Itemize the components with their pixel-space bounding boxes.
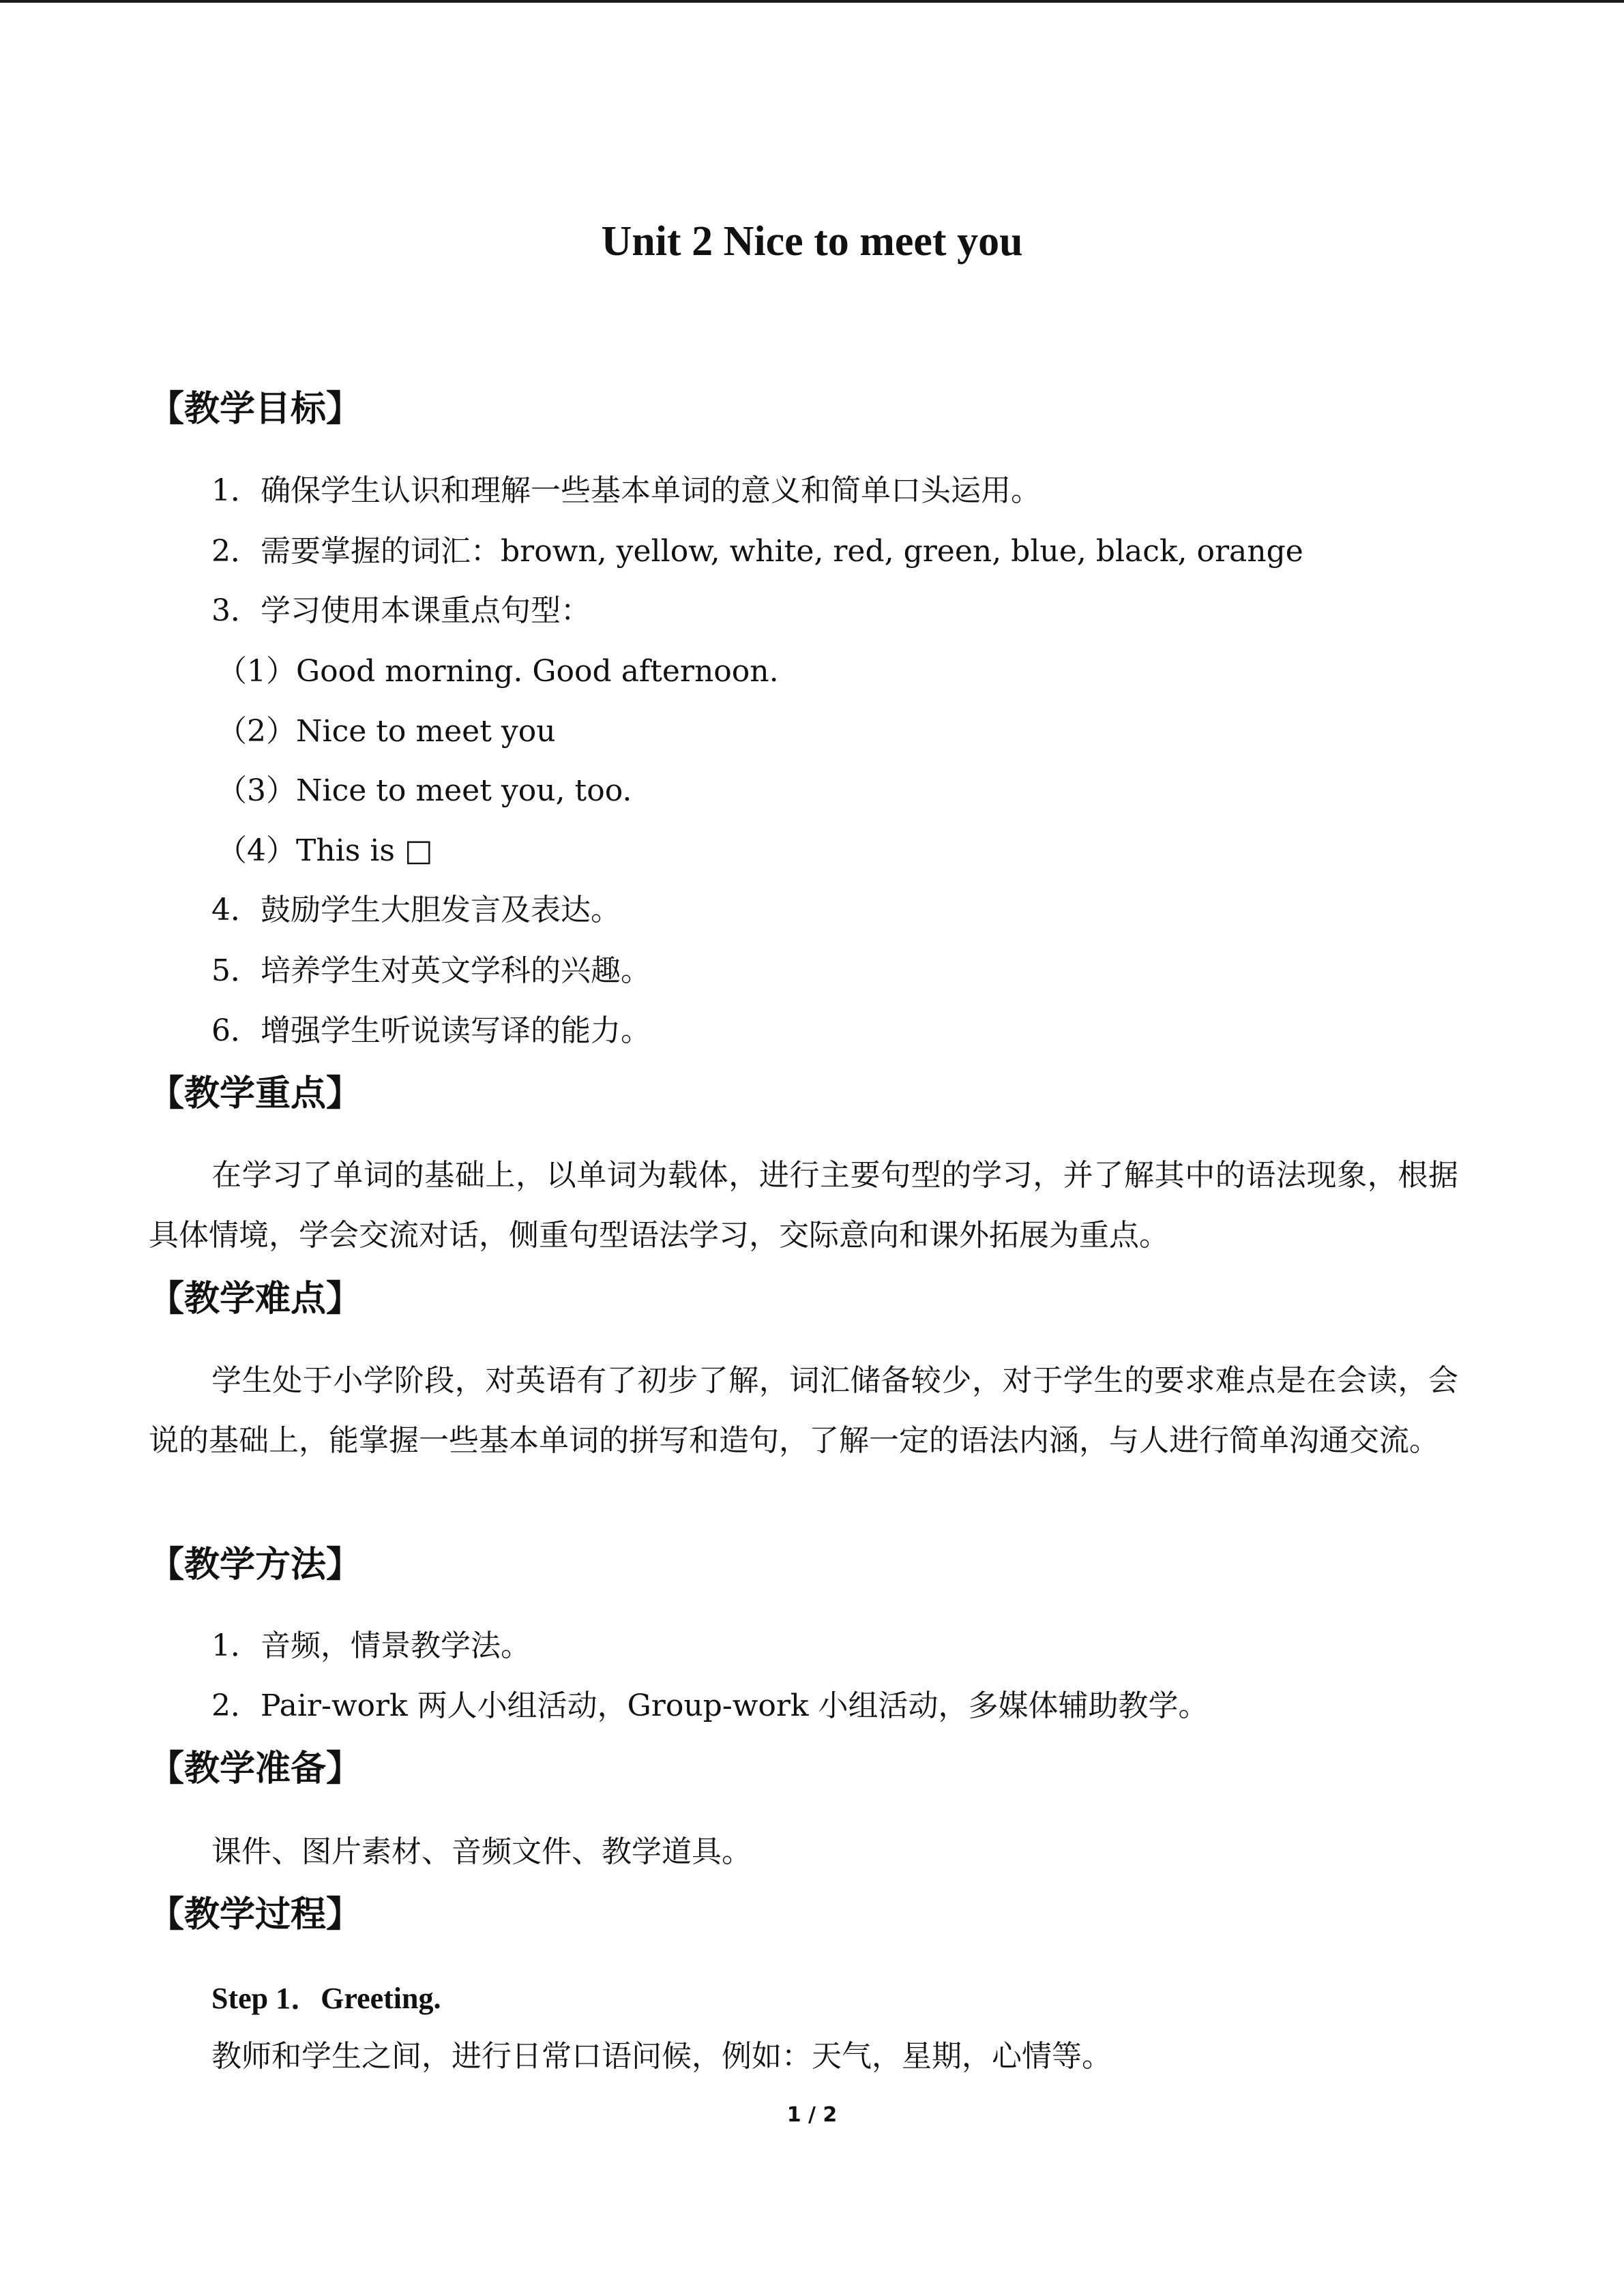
sentence-pattern-3: （3）Nice to meet you, too. — [217, 773, 632, 808]
goal-item-1: 1．确保学生认识和理解一些基本单词的意义和简单口头运用。 — [211, 473, 1041, 508]
heading-preparation: 【教学准备】 — [149, 1748, 362, 1789]
heading-key-points: 【教学重点】 — [149, 1073, 362, 1114]
goal-item-3: 3．学习使用本课重点句型： — [211, 593, 591, 628]
method-item-1: 1．音频，情景教学法。 — [211, 1628, 531, 1663]
document-title: Unit 2 Nice to meet you — [601, 218, 1023, 265]
sentence-pattern-4: （4）This is □ — [217, 833, 433, 868]
sentence-pattern-2: （2）Nice to meet you — [217, 714, 556, 749]
step-1-title: Step 1．Greeting. — [211, 1982, 441, 2015]
goal-item-5: 5．培养学生对英文学科的兴趣。 — [211, 953, 651, 988]
preparation-text: 课件、图片素材、音频文件、教学道具。 — [211, 1834, 752, 1869]
step-1-text: 教师和学生之间，进行日常口语问候，例如：天气，星期，心情等。 — [211, 2039, 1112, 2074]
goal-item-4: 4．鼓励学生大胆发言及表达。 — [211, 893, 621, 927]
heading-difficulties: 【教学难点】 — [149, 1278, 362, 1320]
heading-methods: 【教学方法】 — [149, 1544, 362, 1585]
heading-teaching-goals: 【教学目标】 — [149, 388, 362, 430]
goal-item-2: 2．需要掌握的词汇：brown, yellow, white, red, green, blue, black, orange — [211, 534, 1303, 569]
sentence-pattern-1: （1）Good morning. Good afternoon. — [217, 654, 779, 689]
goal-item-6: 6．增强学生听说读写译的能力。 — [211, 1013, 651, 1048]
heading-process: 【教学过程】 — [149, 1894, 362, 1935]
difficulties-paragraph: 学生处于小学阶段，对英语有了初步了解，词汇储备较少，对于学生的要求难点是在会读，会说的基础上，能掌握一些基本单词的拼写和造句，了解一定的语法内涵，与人进行简单沟通交流。 — [149, 1363, 1458, 1458]
page-number: 1 / 2 — [786, 2103, 838, 2127]
key-points-paragraph: 在学习了单词的基础上，以单词为载体，进行主要句型的学习，并了解其中的语法现象，根据具体情境，学会交流对话，侧重句型语法学习，交际意向和课外拓展为重点。 — [149, 1158, 1458, 1253]
method-item-2: 2．Pair-work 两人小组活动，Group-work 小组活动，多媒体辅助教学。 — [211, 1688, 1209, 1723]
